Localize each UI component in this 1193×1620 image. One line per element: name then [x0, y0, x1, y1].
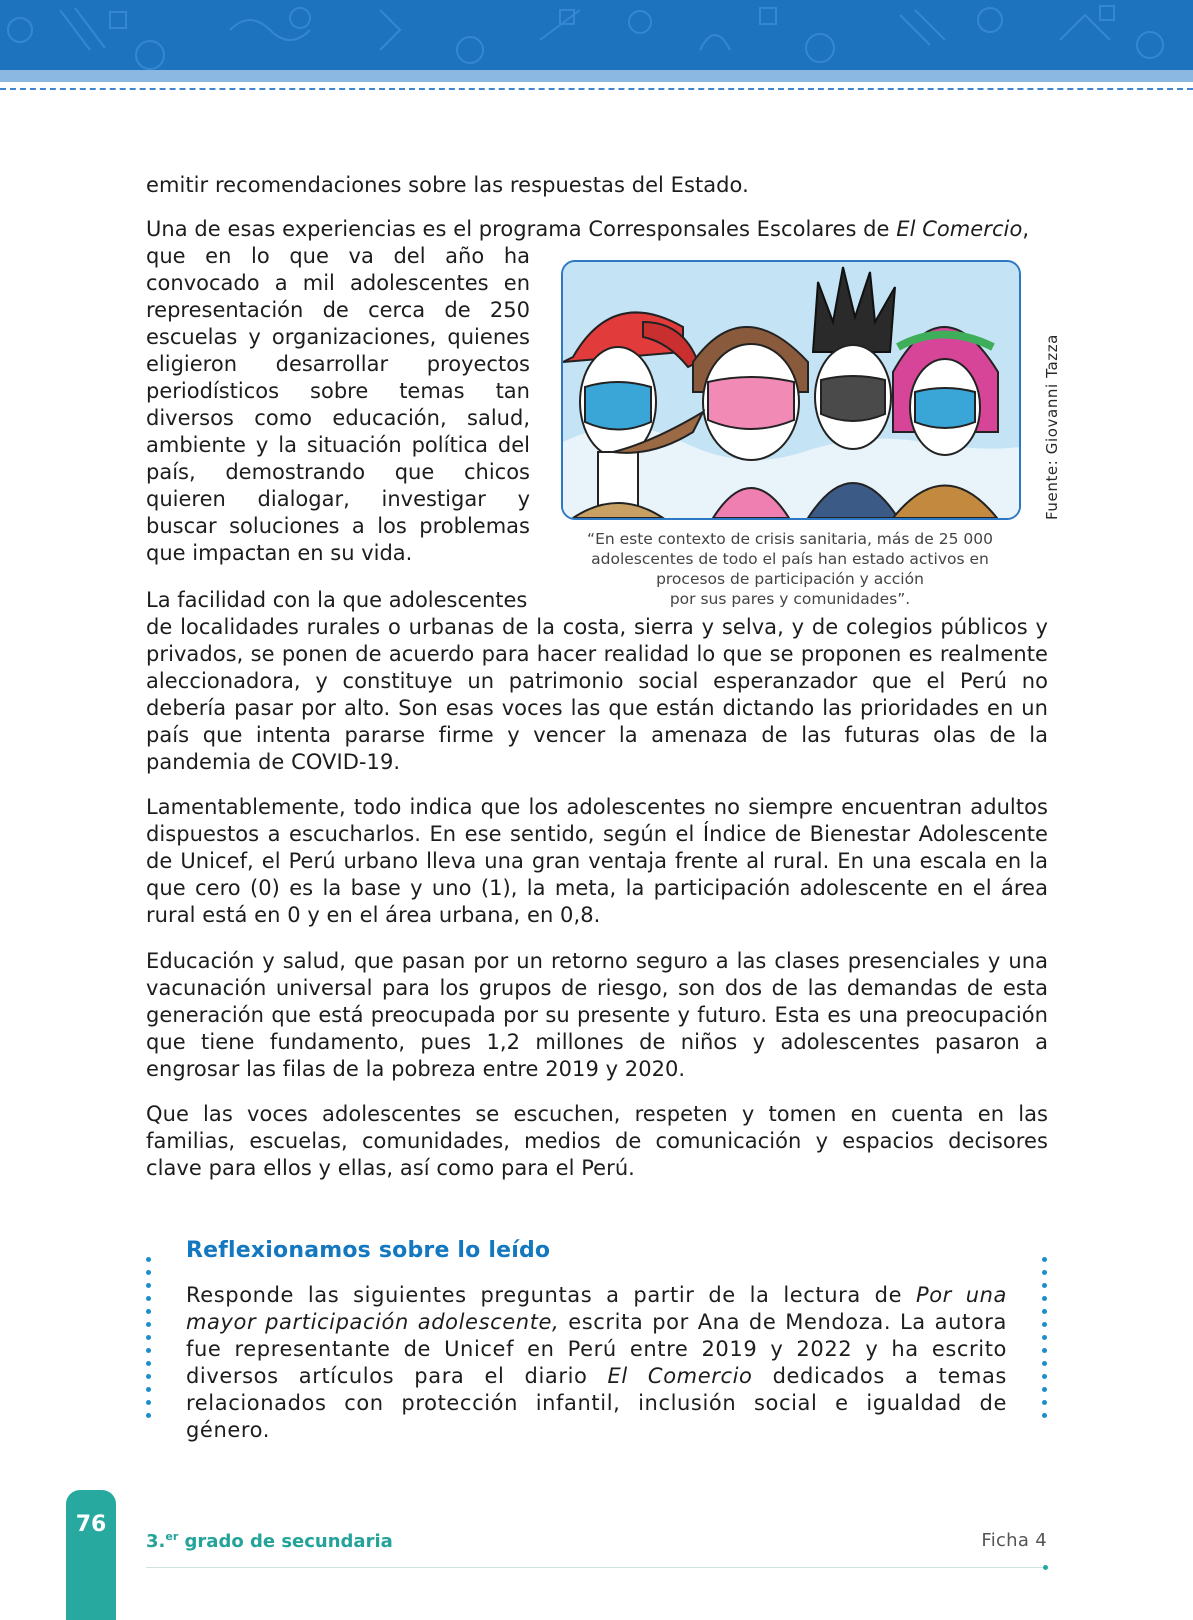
header-dashed-divider — [0, 88, 1193, 90]
grade-superscript: er — [165, 1530, 179, 1543]
paragraph-2-first-line: La facilidad con la que adolescentes — [146, 588, 528, 612]
caption-line: adolescentes de todo el país han estado activos en — [591, 550, 989, 568]
page-number-tab — [66, 1490, 116, 1620]
grade-suffix: grado de secundaria — [178, 1531, 393, 1552]
reflexion-italic-title: Por una mayor participación adolescente, — [186, 1283, 1007, 1334]
header-band — [0, 0, 1193, 70]
footer-grade — [146, 1530, 393, 1552]
header-stripe — [0, 70, 1193, 82]
paragraph-1-italic: El Comercio — [896, 217, 1023, 241]
paragraph-0: emitir recomendaciones sobre las respuestas del Estado. — [146, 173, 749, 197]
doodle-pattern — [0, 0, 1193, 70]
paragraph-1-text: Una de esas experiencias es el programa Corresponsales Escolares de — [146, 217, 897, 241]
paragraph-4: Educación y salud, que pasan por un retorno seguro a las clases presenciales y una vacunación universal para los grupos de riesgo, son dos de las demandas de esta generación que está preocupada por su presente y futuro. Esta es una preocupación que tiene fundamento, pues 1,2 millones de niños y adolescentes pasaron a engrosar las filas de la pobreza entre 2019 y 2020. — [146, 949, 1048, 1081]
caption-line: procesos de participación y acción — [656, 570, 924, 588]
caption-line: “En este contexto de crisis sanitaria, más de 25 000 — [587, 530, 993, 548]
page-number: 76 — [75, 1512, 107, 1537]
dotted-border-left — [146, 1257, 152, 1426]
footer-dot — [1043, 1565, 1048, 1570]
paragraph-2: de localidades rurales o urbanas de la costa, sierra y selva, y de colegios públicos y privados, se ponen de acuerdo para hacer realidad lo que se proponen es realmente aleccionadora, y constituye un patrimonio social esperanzador que el Perú no debería pasar por alto. Son esas voces las que están dictando las prioridades en un país que intenta pararse firme y vencer la amenaza de las futuras olas de la pandemia de COVID-19. — [146, 615, 1048, 774]
reflexion-text-part: dedicados a temas relacionados con protección infantil, inclusión social e igualdad de género. — [186, 1364, 1007, 1442]
footer-divider — [146, 1567, 1044, 1568]
reflexion-title: Reflexionamos sobre lo leído — [186, 1238, 551, 1263]
paragraph-1-punct: , — [1022, 217, 1030, 241]
caption-line: por sus pares y comunidades”. — [669, 590, 911, 608]
paragraph-5: Que las voces adolescentes se escuchen, respeten y tomen en cuenta en las familias, escuelas, comunidades, medios de comunicación y espacios decisores clave para ellos y ellas, así como para el Perú. — [146, 1102, 1048, 1180]
reflexion-italic-newspaper: El Comercio — [607, 1364, 753, 1388]
footer-ficha: Ficha 4 — [981, 1530, 1047, 1551]
figure-credit: Fuente: Giovanni Tazza — [1043, 334, 1061, 520]
paragraph-1-intro — [146, 216, 1048, 243]
figure-caption — [560, 529, 1020, 609]
reflexion-instructions — [186, 1282, 1007, 1444]
dotted-border-right — [1042, 1257, 1048, 1426]
grade-prefix: 3. — [146, 1531, 166, 1552]
reflexion-text-part: Responde las siguientes preguntas a partir de la lectura de — [186, 1283, 916, 1307]
paragraph-3: Lamentablemente, todo indica que los adolescentes no siempre encuentran adultos dispuestos a escucharlos. En ese sentido, según el Índice de Bienestar Adolescente de Unicef, el Perú urbano lleva una gran ventaja frente al rural. En una escala en la que cero (0) es la base y uno (1), la meta, la participación adolescente en el área rural está en 0 y en el área urbana, en 0,8. — [146, 795, 1048, 927]
illustration-masked-teens — [561, 260, 1021, 520]
reflexion-text-part: escrita por Ana de Mendoza. La autora fue representante de Unicef en Perú entre 2019 y 2022 y ha escrito diversos artículos para el diario — [186, 1310, 1007, 1388]
illustration-drawing — [563, 262, 1019, 518]
paragraph-1-wrapped: que en lo que va del año ha convocado a mil adolescentes en representación de cerca de 250 escuelas y organizaciones, quienes eligieron desarrollar proyectos periodísticos sobre temas tan diversos como educación, salud, ambiente y la situación política del país, demostrando que chicos quieren dialogar, investigar y buscar soluciones a los problemas que impactan en su vida. — [146, 244, 530, 565]
